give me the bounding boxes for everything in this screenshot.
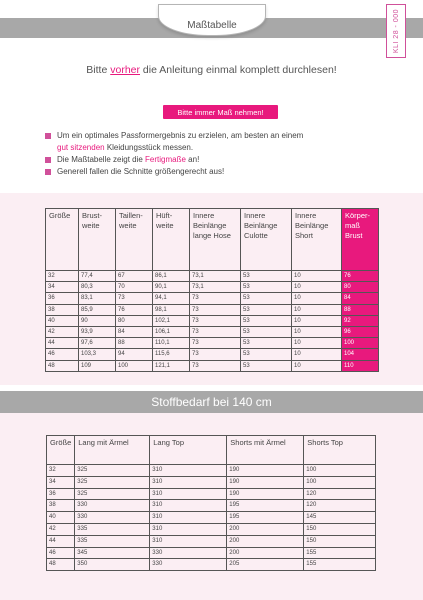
header-cell: Shorts mit Ärmel	[227, 436, 304, 465]
table-row	[47, 559, 376, 571]
fabric-title: Stoffbedarf bei 140 cm	[151, 395, 272, 409]
table-cell: 150	[304, 523, 376, 535]
table-cell: 53	[241, 338, 292, 349]
table-cell: 44	[46, 338, 79, 349]
table-cell: 330	[75, 512, 150, 524]
table-cell: 88	[342, 304, 379, 315]
table-cell: 325	[75, 476, 150, 488]
table-cell: 100	[304, 476, 376, 488]
size-table-header	[46, 209, 379, 271]
table-cell: 73,1	[190, 271, 241, 282]
table-cell: 200	[227, 535, 304, 547]
table-cell: 92	[342, 315, 379, 326]
notice-label: Bitte immer Maß nehmen!	[177, 107, 264, 117]
table-row	[46, 293, 379, 304]
table-cell: 76	[116, 304, 153, 315]
fabric-table	[46, 435, 376, 571]
table-cell: 93,9	[79, 326, 116, 337]
table-cell: 73	[190, 360, 241, 371]
table-cell: 53	[241, 293, 292, 304]
title-tab	[158, 4, 266, 36]
table-cell: 53	[241, 315, 292, 326]
header-cell: Innere Beinlänge Culotte	[241, 209, 292, 271]
table-cell: 80	[116, 315, 153, 326]
table-cell: 195	[227, 500, 304, 512]
bullet2-after: an!	[185, 155, 200, 164]
bullet-square-icon	[45, 157, 51, 163]
header-cell: Shorts Top	[304, 436, 376, 465]
table-cell: 104	[342, 349, 379, 360]
table-row	[47, 476, 376, 488]
table-cell: 32	[46, 271, 79, 282]
intro-before: Bitte	[86, 64, 111, 76]
table-cell: 77,4	[79, 271, 116, 282]
table-cell: 46	[46, 349, 79, 360]
table-cell: 310	[150, 512, 227, 524]
table-cell: 90	[79, 315, 116, 326]
table-cell: 34	[46, 282, 79, 293]
header-bar	[0, 18, 423, 38]
header-cell: Hüft-weite	[153, 209, 190, 271]
table-cell: 42	[47, 523, 75, 535]
bullet2-text: Die Maßtabelle zeigt die	[57, 155, 146, 164]
table-cell: 110,1	[153, 338, 190, 349]
table-cell: 94,1	[153, 293, 190, 304]
table-row	[46, 315, 379, 326]
table-cell: 330	[150, 559, 227, 571]
table-cell: 10	[292, 349, 342, 360]
table-cell: 155	[304, 547, 376, 559]
header-cell: Taillen-weite	[116, 209, 153, 271]
table-cell: 310	[150, 500, 227, 512]
table-row	[46, 282, 379, 293]
table-cell: 73	[190, 304, 241, 315]
table-cell: 115,6	[153, 349, 190, 360]
header-cell: Innere Beinlänge lange Hose	[190, 209, 241, 271]
table-cell: 76	[342, 271, 379, 282]
table-cell: 330	[150, 547, 227, 559]
table-cell: 73	[116, 293, 153, 304]
size-table	[45, 208, 379, 372]
table-cell: 330	[75, 500, 150, 512]
bullet1-highlight: gut sitzenden	[57, 143, 105, 152]
table-row	[46, 304, 379, 315]
table-cell: 38	[47, 500, 75, 512]
bullet3-text: Generell fallen die Schnitte größengerecht aus!	[57, 167, 225, 176]
table-cell: 10	[292, 271, 342, 282]
table-cell: 100	[116, 360, 153, 371]
table-cell: 10	[292, 293, 342, 304]
table-row	[47, 500, 376, 512]
table-cell: 53	[241, 304, 292, 315]
table-cell: 84	[342, 293, 379, 304]
page-title: Maßtabelle	[187, 19, 237, 31]
table-cell: 73	[190, 338, 241, 349]
bullet-item	[45, 166, 385, 178]
table-cell: 73	[190, 326, 241, 337]
table-cell: 190	[227, 465, 304, 477]
bullet-square-icon	[45, 169, 51, 175]
table-cell: 310	[150, 476, 227, 488]
bullet-list	[45, 130, 385, 178]
table-cell: 53	[241, 271, 292, 282]
table-row	[47, 488, 376, 500]
table-cell: 96	[342, 326, 379, 337]
bullet2-highlight: Fertigmaße	[145, 155, 186, 164]
table-row	[46, 360, 379, 371]
table-row	[47, 512, 376, 524]
table-cell: 34	[47, 476, 75, 488]
table-cell: 32	[47, 465, 75, 477]
table-cell: 40	[47, 512, 75, 524]
table-cell: 106,1	[153, 326, 190, 337]
table-cell: 84	[116, 326, 153, 337]
table-cell: 10	[292, 315, 342, 326]
table-cell: 94	[116, 349, 153, 360]
table-cell: 10	[292, 304, 342, 315]
table-cell: 53	[241, 282, 292, 293]
table-cell: 44	[47, 535, 75, 547]
table-cell: 121,1	[153, 360, 190, 371]
table-cell: 100	[342, 338, 379, 349]
table-row	[46, 326, 379, 337]
header-cell: Brust-weite	[79, 209, 116, 271]
table-cell: 335	[75, 523, 150, 535]
table-cell: 90,1	[153, 282, 190, 293]
table-cell: 345	[75, 547, 150, 559]
notice-badge	[163, 105, 278, 119]
table-cell: 190	[227, 476, 304, 488]
table-row	[47, 465, 376, 477]
table-cell: 83,1	[79, 293, 116, 304]
table-cell: 205	[227, 559, 304, 571]
table-cell: 310	[150, 523, 227, 535]
table-cell: 38	[46, 304, 79, 315]
table-cell: 86,1	[153, 271, 190, 282]
table-cell: 53	[241, 349, 292, 360]
table-cell: 98,1	[153, 304, 190, 315]
table-row	[46, 349, 379, 360]
table-cell: 36	[46, 293, 79, 304]
table-cell: 36	[47, 488, 75, 500]
table-cell: 120	[304, 488, 376, 500]
table-cell: 48	[46, 360, 79, 371]
table-cell: 48	[47, 559, 75, 571]
table-cell: 85,9	[79, 304, 116, 315]
bullet-square-icon	[45, 133, 51, 139]
header-cell: Größe	[47, 436, 75, 465]
table-cell: 155	[304, 559, 376, 571]
table-cell: 145	[304, 512, 376, 524]
header-cell: Körper-maß Brust	[342, 209, 379, 271]
table-cell: 310	[150, 535, 227, 547]
table-cell: 325	[75, 465, 150, 477]
table-cell: 120	[304, 500, 376, 512]
table-cell: 42	[46, 326, 79, 337]
bullet1-text: Um ein optimales Passformergebnis zu erzielen, am besten an einem	[57, 131, 304, 140]
bullet-item	[45, 154, 385, 166]
table-cell: 103,3	[79, 349, 116, 360]
table-cell: 310	[150, 465, 227, 477]
side-tag	[386, 4, 406, 58]
intro-emphasis: vorher	[110, 64, 140, 76]
table-cell: 97,6	[79, 338, 116, 349]
table-cell: 200	[227, 547, 304, 559]
fabric-bar	[0, 391, 423, 413]
table-cell: 325	[75, 488, 150, 500]
table-cell: 109	[79, 360, 116, 371]
table-cell: 100	[304, 465, 376, 477]
table-row	[46, 338, 379, 349]
table-cell: 73	[190, 315, 241, 326]
table-cell: 200	[227, 523, 304, 535]
table-cell: 350	[75, 559, 150, 571]
table-cell: 40	[46, 315, 79, 326]
table-cell: 53	[241, 360, 292, 371]
table-cell: 110	[342, 360, 379, 371]
table-cell: 80	[342, 282, 379, 293]
table-cell: 88	[116, 338, 153, 349]
bullet-item	[45, 130, 385, 154]
table-row	[47, 523, 376, 535]
header-cell: Lang Top	[150, 436, 227, 465]
table-cell: 80,3	[79, 282, 116, 293]
header-cell: Innere Beinlänge Short	[292, 209, 342, 271]
table-cell: 70	[116, 282, 153, 293]
table-cell: 310	[150, 488, 227, 500]
intro-text	[0, 64, 423, 76]
table-row	[46, 271, 379, 282]
table-cell: 73	[190, 349, 241, 360]
table-cell: 195	[227, 512, 304, 524]
table-cell: 190	[227, 488, 304, 500]
table-cell: 10	[292, 338, 342, 349]
bullet1-rest: Kleidungsstück messen.	[104, 143, 194, 152]
table-cell: 10	[292, 360, 342, 371]
table-cell: 67	[116, 271, 153, 282]
table-cell: 46	[47, 547, 75, 559]
side-tag-label: KLI 28 - 000	[392, 8, 400, 54]
table-cell: 73,1	[190, 282, 241, 293]
fabric-table-header	[47, 436, 376, 465]
table-row	[47, 547, 376, 559]
table-cell: 10	[292, 326, 342, 337]
table-cell: 53	[241, 326, 292, 337]
table-row	[47, 535, 376, 547]
header-cell: Lang mit Ärmel	[75, 436, 150, 465]
table-cell: 150	[304, 535, 376, 547]
table-cell: 335	[75, 535, 150, 547]
table-cell: 73	[190, 293, 241, 304]
header-cell: Größe	[46, 209, 79, 271]
table-cell: 10	[292, 282, 342, 293]
intro-after: die Anleitung einmal komplett durchlesen!	[140, 64, 337, 76]
table-cell: 102,1	[153, 315, 190, 326]
